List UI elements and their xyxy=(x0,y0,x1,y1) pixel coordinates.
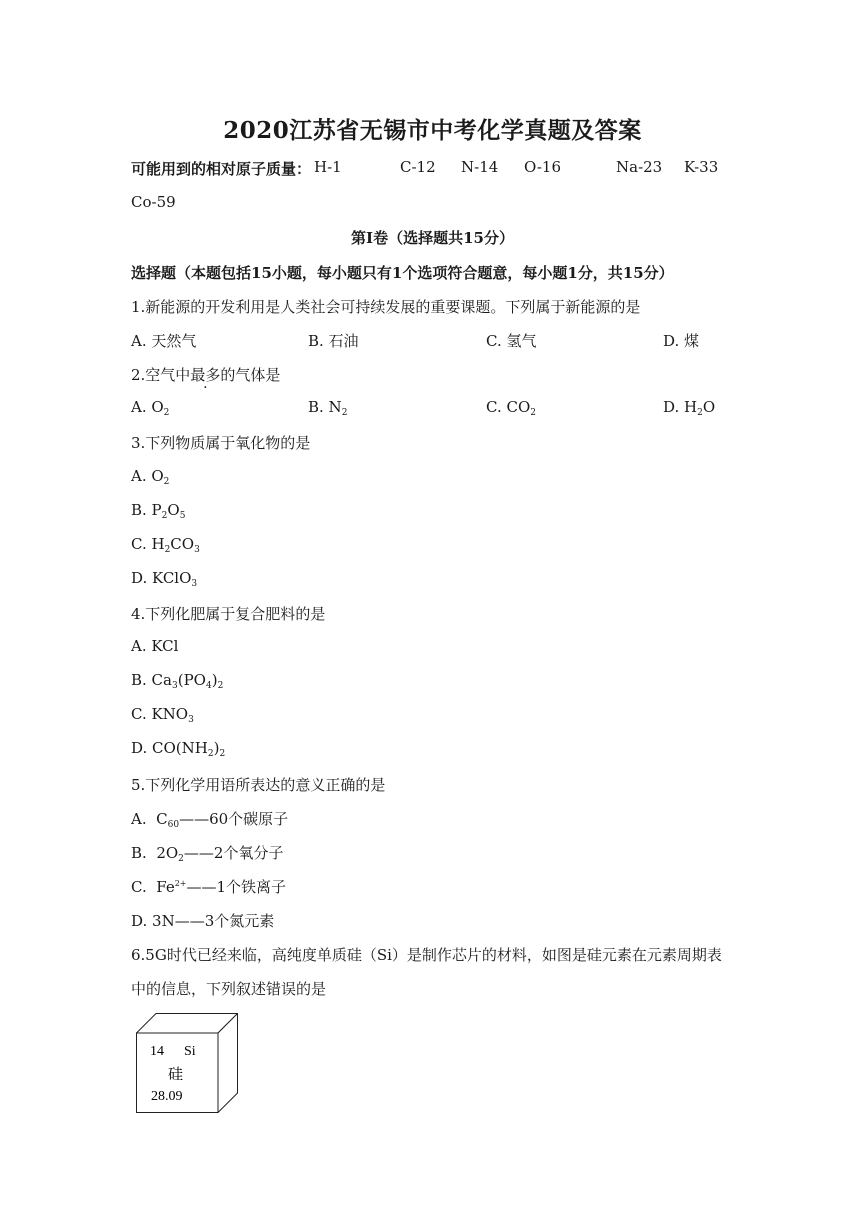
atomic-mass-label: 可能用到的相对原子质量： xyxy=(131,160,312,178)
atomic-mass-item: K-33 xyxy=(684,158,719,176)
question-5-stem: 5.下列化学用语所表达的意义正确的是 xyxy=(131,776,386,794)
element-card-figure xyxy=(136,1013,238,1113)
q2-option-d: D. $H_2O$ xyxy=(663,398,716,418)
element-number: 14 xyxy=(150,1044,164,1059)
q4-option-a: A. KCl xyxy=(131,637,179,655)
element-symbol: Si xyxy=(184,1044,196,1059)
section-instruction: 选择题（本题包括15小题，每小题只有1个选项符合题意，每小题1分，共15分） xyxy=(131,264,674,282)
q1-option-a: A. 天然气 xyxy=(131,332,197,350)
q2-option-a: A. $O_2$ xyxy=(131,398,170,418)
atomic-mass-item: H-1 xyxy=(314,158,342,176)
q2-option-c: C. $CO_2$ xyxy=(486,398,536,418)
atomic-mass-item: C-12 xyxy=(400,158,436,176)
q1-option-d: D. 煤 xyxy=(663,332,700,350)
atomic-mass-item: Na-23 xyxy=(616,158,663,176)
q1-option-c: C. 氢气 xyxy=(486,332,537,350)
q4-option-b: B. $Ca_3(PO_4)_2$ xyxy=(131,671,224,691)
question-4-stem: 4.下列化肥属于复合肥料的是 xyxy=(131,605,326,623)
q5-option-d: D. 3N——3个氮元素 xyxy=(131,912,275,930)
emphasis-mark: 最多 xyxy=(190,366,221,384)
section-heading: 第Ⅰ卷（选择题共15分） xyxy=(351,229,514,247)
question-6-stem-cont: 中的信息，下列叙述错误的是 xyxy=(131,980,327,998)
atomic-mass-item: N-14 xyxy=(461,158,499,176)
q5-option-c: C. $Fe^{2+}——1$个铁离子 xyxy=(131,878,287,896)
q3-option-c: C. $H_2CO_3$ xyxy=(131,535,200,555)
element-name: 硅 xyxy=(168,1065,184,1083)
atomic-mass-item: O-16 xyxy=(524,158,562,176)
element-mass: 28.09 xyxy=(151,1089,183,1104)
q5-option-b: B. $2O_2——2$个氧分子 xyxy=(131,844,284,864)
question-6-stem: 6.5G时代已经来临，高纯度单质硅（Si）是制作芯片的材料，如图是硅元素在元素周期表 xyxy=(131,946,722,964)
q4-option-d: D. $CO(NH_2)_2$ xyxy=(131,739,226,759)
q3-option-a: A. $O_2$ xyxy=(131,467,170,487)
question-1-stem: 1.新能源的开发利用是人类社会可持续发展的重要课题。下列属于新能源的是 xyxy=(131,298,641,316)
question-2-stem: 2.空气中最多的气体是 xyxy=(131,366,281,384)
question-3-stem: 3.下列物质属于氧化物的是 xyxy=(131,434,311,452)
page-title: 2020江苏省无锡市中考化学真题及答案 xyxy=(223,117,642,144)
q5-option-a: A. $C_{60}——60$个碳原子 xyxy=(131,810,289,830)
q2-option-b: B. $N_2$ xyxy=(308,398,348,418)
q3-option-b: B. $P_2O_5$ xyxy=(131,501,186,521)
atomic-mass-line xyxy=(131,158,731,178)
q4-option-c: C. $KNO_3$ xyxy=(131,705,194,725)
atomic-mass-item: Co-59 xyxy=(131,193,176,211)
q1-option-b: B. 石油 xyxy=(308,332,359,350)
q3-option-d: D. KClO$_3$ xyxy=(131,569,198,589)
